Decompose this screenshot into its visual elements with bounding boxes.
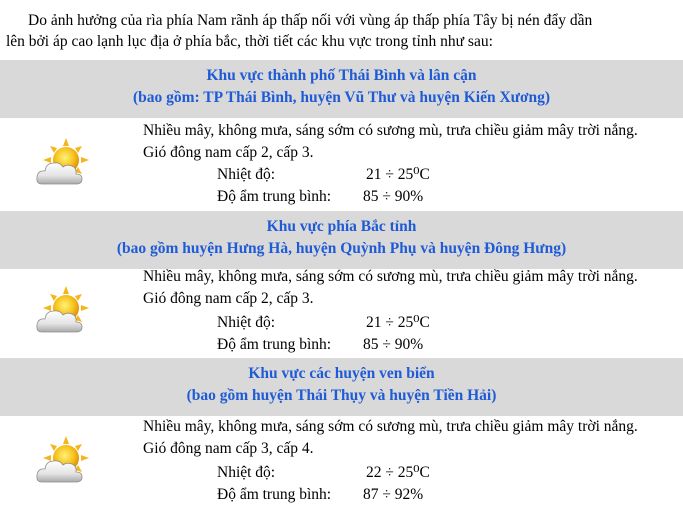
weather-condition: Nhiều mây, không mưa, sáng sớm có sương mù, trưa chiều giảm mây trời nắng. — [143, 418, 638, 435]
humidity-label: Độ ẩm trung bình: — [217, 188, 332, 205]
partly-cloudy-icon — [36, 286, 90, 336]
region-title: Khu vực thành phố Thái Bình và lân cận — [206, 67, 477, 84]
partly-cloudy-icon — [36, 138, 90, 188]
humidity-label: Độ ẩm trung bình: — [217, 486, 332, 503]
region-title: Khu vực các huyện ven biển — [248, 365, 435, 382]
weather-condition: Nhiều mây, không mưa, sáng sớm có sương mù, trưa chiều giảm mây trời nắng. — [143, 268, 638, 285]
humidity-value: 85 ÷ 90% — [363, 336, 424, 353]
humidity-value: 87 ÷ 92% — [363, 486, 424, 503]
partly-cloudy-icon — [36, 436, 90, 486]
region-forecast-coastal — [0, 416, 683, 512]
region-subtitle: (bao gồm huyện Hưng Hà, huyện Quỳnh Phụ và huyện Đông Hưng) — [116, 240, 567, 257]
weather-description — [143, 266, 638, 310]
region-subtitle: (bao gồm: TP Thái Bình, huyện Vũ Thư và huyện Kiến Xương) — [132, 89, 551, 106]
weather-description — [143, 120, 638, 164]
region-subtitle: (bao gồm huyện Thái Thụy và huyện Tiền Hải) — [186, 387, 497, 404]
weather-description — [143, 416, 638, 460]
temperature-label: Nhiệt độ: — [217, 166, 276, 183]
wind-info: Gió đông nam cấp 2, cấp 3. — [143, 290, 314, 307]
temperature-value: 21 ÷ 25⁰C — [366, 314, 430, 331]
humidity-label: Độ ẩm trung bình: — [217, 336, 332, 353]
wind-info: Gió đông nam cấp 2, cấp 3. — [143, 144, 314, 161]
intro-line-2: lên bởi áp cao lạnh lục địa ở phía bắc, thời tiết các khu vực trong tỉnh như sau: — [6, 33, 493, 50]
humidity-value: 85 ÷ 90% — [363, 188, 424, 205]
region-header-thai-binh-city — [0, 60, 683, 118]
weather-condition: Nhiều mây, không mưa, sáng sớm có sương mù, trưa chiều giảm mây trời nắng. — [143, 122, 638, 139]
region-forecast-thai-binh-city — [0, 120, 683, 216]
temperature-value: 21 ÷ 25⁰C — [366, 166, 430, 183]
wind-info: Gió đông nam cấp 3, cấp 4. — [143, 440, 314, 457]
region-title: Khu vực phía Bắc tỉnh — [266, 218, 417, 235]
temperature-label: Nhiệt độ: — [217, 314, 276, 331]
temperature-label: Nhiệt độ: — [217, 464, 276, 481]
intro-paragraph — [0, 10, 683, 52]
region-header-coastal — [0, 358, 683, 416]
region-header-north — [0, 211, 683, 269]
intro-line-1: Do ảnh hưởng của rìa phía Nam rãnh áp thấp nối với vùng áp thấp phía Tây bị nén đẩy dần — [28, 12, 593, 29]
temperature-value: 22 ÷ 25⁰C — [366, 464, 430, 481]
region-forecast-north — [0, 266, 683, 362]
